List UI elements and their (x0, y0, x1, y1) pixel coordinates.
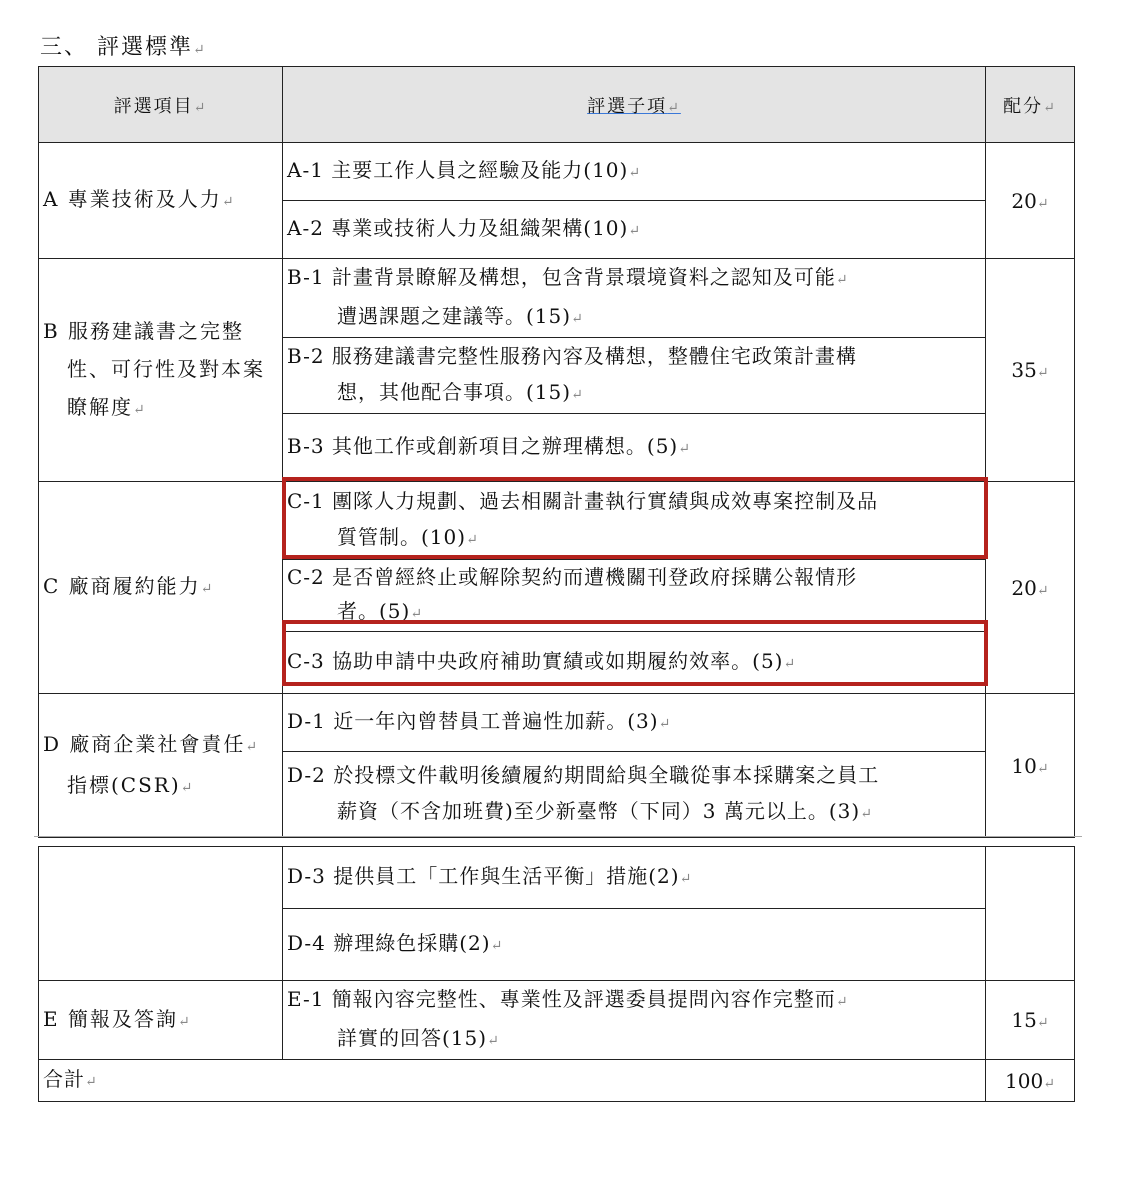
score-a: 20↵ (986, 143, 1075, 259)
page-break-guide (34, 836, 1082, 837)
item-b1: B-1 計畫背景瞭解及構想，包含背景環境資料之認知及可能↵ 遭遇課題之建議等。(15)↵ (283, 259, 986, 338)
category-d-continued (39, 847, 283, 981)
category-b: B 服務建議書之完整 性、可行性及對本案 瞭解度↵ (39, 259, 283, 482)
total-score: 100↵ (986, 1060, 1075, 1102)
score-e: 15↵ (986, 981, 1075, 1060)
item-a1: A-1 主要工作人員之經驗及能力(10)↵ (283, 143, 986, 201)
highlight-box-c1 (282, 477, 988, 559)
item-b2: B-2 服務建議書完整性服務內容及構想，整體住宅政策計畫構 想，其他配合事項。(15)↵ (283, 338, 986, 414)
highlight-box-c3 (282, 620, 988, 686)
section-title: 三、 評選標準↵ (40, 35, 207, 60)
item-d3: D-3 提供員工「工作與生活平衡」措施(2)↵ (283, 847, 986, 909)
score-c: 20↵ (986, 482, 1075, 694)
category-c: C 廠商履約能力↵ (39, 482, 283, 694)
item-c1: C-1 團隊人力規劃、過去相關計畫執行實績與成效專案控制及品 質管制。(10)↵ (283, 482, 986, 560)
total-label: 合計↵ (39, 1060, 986, 1102)
table-row (39, 981, 1075, 1060)
header-subitem: 評選子項↵ (283, 67, 986, 143)
item-b3: B-3 其他工作或創新項目之辦理構想。(5)↵ (283, 414, 986, 482)
total-row (39, 1060, 1075, 1102)
item-d2: D-2 於投標文件載明後續履約期間給與全職從事本採購案之員工 薪資（不含加班費)至少新臺幣（下同）3 萬元以上。(3)↵ (283, 752, 986, 838)
item-c2: C-2 是否曾經終止或解除契約而遭機關刊登政府採購公報情形 者。(5)↵ (283, 560, 986, 632)
header-item: 評選項目↵ (39, 67, 283, 143)
criteria-table-continued (38, 846, 1075, 1102)
criteria-table (38, 66, 1075, 838)
header-score: 配分↵ (986, 67, 1075, 143)
score-b: 35↵ (986, 259, 1075, 482)
table-row (39, 259, 1075, 338)
item-e1: E-1 簡報內容完整性、專業性及評選委員提問內容作完整而↵ 詳實的回答(15)↵ (283, 981, 986, 1060)
table-row (39, 694, 1075, 752)
category-e: E 簡報及答詢↵ (39, 981, 283, 1060)
item-c3: C-3 協助申請中央政府補助實績或如期履約效率。(5)↵ (283, 632, 986, 694)
score-d-continued (986, 847, 1075, 981)
table-row (39, 143, 1075, 201)
item-a2: A-2 專業或技術人力及組織架構(10)↵ (283, 201, 986, 259)
item-d1: D-1 近一年內曾替員工普遍性加薪。(3)↵ (283, 694, 986, 752)
table-header-row (39, 67, 1075, 143)
item-d4: D-4 辦理綠色採購(2)↵ (283, 909, 986, 981)
table-row (39, 847, 1075, 909)
category-a: A 專業技術及人力↵ (39, 143, 283, 259)
category-d: D 廠商企業社會責任↵ 指標(CSR)↵ (39, 694, 283, 838)
score-d: 10↵ (986, 694, 1075, 838)
